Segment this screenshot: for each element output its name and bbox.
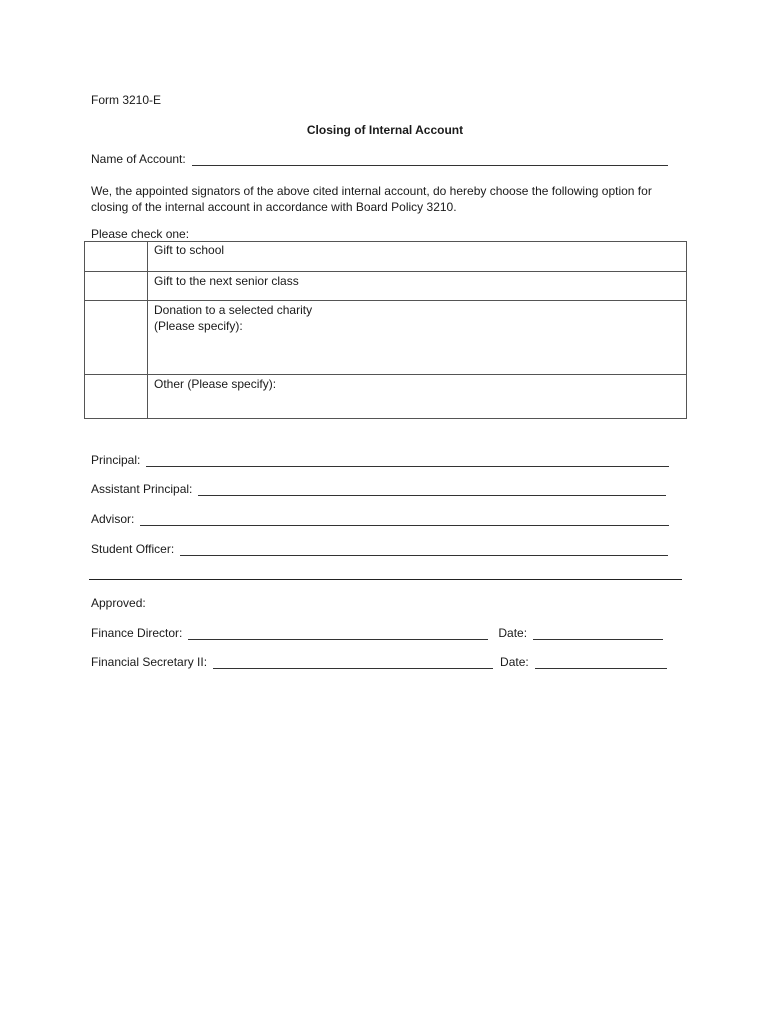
- options-table: [84, 241, 687, 419]
- advisor-label: Advisor:: [91, 512, 135, 526]
- finance-director-date-field[interactable]: [533, 627, 663, 640]
- advisor-signature-field[interactable]: [140, 513, 669, 526]
- account-name-row: [91, 152, 668, 166]
- option-label: Donation to a selected charity: [154, 303, 313, 317]
- assistant-principal-label: Assistant Principal:: [91, 482, 193, 496]
- intro-paragraph: We, the appointed signators of the above cited internal account, do hereby choose the following option for closing of the internal account in accordance with Board Policy 3210.: [91, 184, 652, 214]
- option-checkbox[interactable]: [85, 242, 148, 272]
- check-instruction: Please check one:: [91, 227, 190, 241]
- approved-label: Approved:: [91, 596, 146, 610]
- form-number: Form 3210-E: [91, 93, 162, 107]
- option-label: Other (Please specify):: [154, 377, 277, 391]
- date-label: Date:: [498, 626, 528, 640]
- section-divider: [89, 579, 682, 580]
- financial-secretary-signature-field[interactable]: [213, 656, 493, 669]
- principal-signature-field[interactable]: [146, 454, 669, 467]
- financial-secretary-date-field[interactable]: [535, 656, 667, 669]
- option-row: [85, 301, 687, 375]
- option-row: [85, 272, 687, 301]
- finance-director-label: Finance Director:: [91, 626, 183, 640]
- financial-secretary-label: Financial Secretary II:: [91, 655, 208, 669]
- date-label: Date:: [500, 655, 529, 669]
- student-officer-signature-field[interactable]: [180, 543, 668, 556]
- principal-row: [91, 453, 669, 467]
- option-detail: (Please specify):: [154, 319, 243, 333]
- account-name-field[interactable]: [192, 153, 668, 166]
- financial-secretary-row: [91, 655, 667, 669]
- form-title: Closing of Internal Account: [306, 123, 464, 137]
- finance-director-signature-field[interactable]: [188, 627, 488, 640]
- option-label: Gift to the next senior class: [154, 274, 299, 288]
- assistant-principal-signature-field[interactable]: [198, 483, 666, 496]
- assistant-principal-row: [91, 482, 666, 496]
- option-checkbox[interactable]: [85, 272, 148, 301]
- option-label: Gift to school: [154, 243, 225, 257]
- option-cell: [148, 242, 687, 272]
- student-officer-row: [91, 542, 668, 556]
- student-officer-label: Student Officer:: [91, 542, 175, 556]
- option-cell[interactable]: [148, 375, 687, 419]
- option-checkbox[interactable]: [85, 375, 148, 419]
- account-name-label: Name of Account:: [91, 152, 186, 166]
- option-checkbox[interactable]: [85, 301, 148, 375]
- option-cell[interactable]: [148, 301, 687, 375]
- principal-label: Principal:: [91, 453, 141, 467]
- option-row: [85, 375, 687, 419]
- option-cell: [148, 272, 687, 301]
- advisor-row: [91, 512, 669, 526]
- option-row: [85, 242, 687, 272]
- finance-director-row: [91, 626, 663, 640]
